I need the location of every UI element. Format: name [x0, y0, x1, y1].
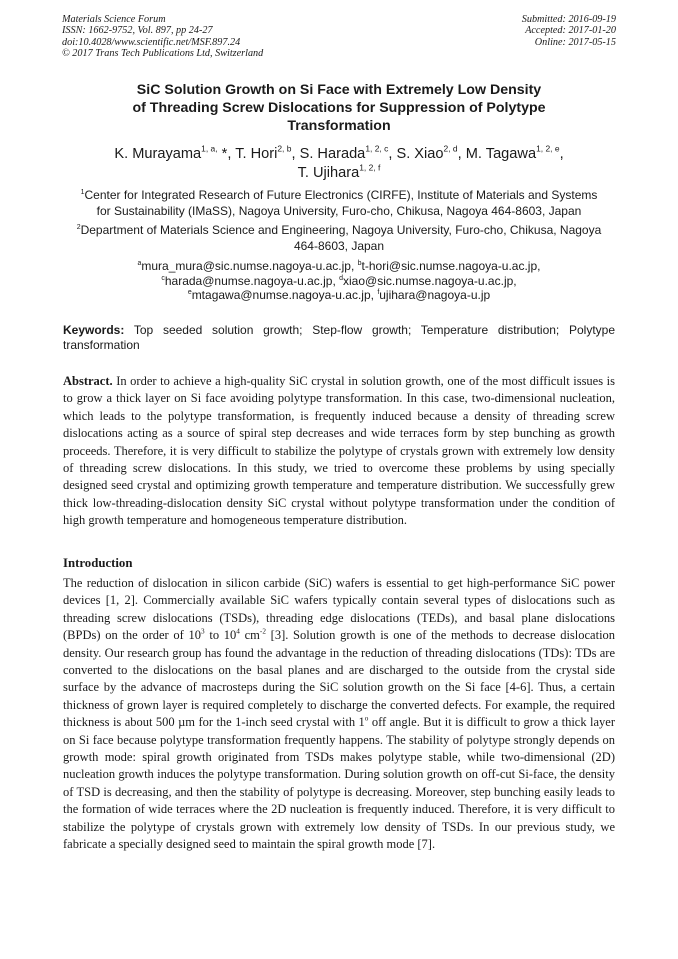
author-suffix: ,	[388, 146, 393, 162]
copyright-line: © 2017 Trans Tech Publications Ltd, Switzerland	[62, 47, 264, 59]
author-suffix: *,	[217, 146, 232, 162]
keywords-text: Top seeded solution growth; Step-flow growth; Temperature distribution; Polytype transformation	[63, 323, 615, 352]
author-affil-mark: 1, 2, e	[536, 143, 560, 154]
author-affil-mark: 1, a,	[201, 143, 218, 154]
author-name: S. Xiao	[396, 146, 444, 162]
email-address[interactable]: ujihara@nagoya-u.jp	[379, 288, 491, 303]
exponent-base: 10	[223, 628, 237, 643]
title-line: SiC Solution Growth on Si Face with Extremely Low Density	[136, 82, 542, 98]
unit: cm	[244, 628, 260, 643]
abstract	[63, 373, 615, 530]
author-line	[62, 164, 616, 183]
author-affil-mark: 2, b	[277, 143, 292, 154]
doi-line[interactable]: doi:10.4028/www.scientific.net/MSF.897.24	[62, 36, 241, 48]
email-key: a	[137, 259, 142, 267]
email-line	[62, 274, 616, 289]
email-line	[62, 288, 616, 303]
exponent: 4	[236, 627, 240, 636]
section-heading-introduction: Introduction	[63, 556, 133, 570]
affiliation-line	[62, 187, 616, 203]
author-affil-mark: 1, 2, c	[365, 143, 389, 154]
affiliation-1	[62, 187, 616, 219]
accepted-date: Accepted: 2017-01-20	[525, 25, 616, 37]
author-name: T. Hori	[235, 146, 278, 162]
intro-word: to	[209, 628, 220, 643]
email-list	[62, 259, 616, 303]
author-name: T. Ujihara	[297, 165, 360, 181]
keywords-label: Keywords:	[63, 323, 125, 337]
author-suffix: ,	[457, 146, 462, 162]
affiliation-line	[62, 222, 616, 238]
intro-text: The reduction of dislocation in silicon carbide (SiC) wafers is essential to get high-performance SiC power devices [1, 2]. Commercially available SiC wafers typically contain several types of dislocations such as threading screw dislocations (TSDs), threading edge dislocations (TEDs), and basal plane dislocations (BPDs) on the order of	[63, 576, 615, 643]
email-key: c	[161, 274, 165, 282]
affiliation-2	[62, 222, 616, 254]
journal-info	[62, 14, 263, 59]
email-address[interactable]: harada@numse.nagoya-u.ac.jp,	[164, 273, 336, 288]
publication-dates	[522, 14, 616, 48]
submitted-date: Submitted: 2016-09-19	[521, 14, 616, 25]
email-address[interactable]: mtagawa@numse.nagoya-u.ac.jp,	[191, 288, 374, 303]
affiliation-number: 1	[80, 188, 85, 196]
author-suffix: ,	[291, 146, 296, 162]
author-name: S. Harada	[299, 146, 366, 162]
affiliation-text: Center for Integrated Research of Future Electronics (CIRFE), Institute of Materials and Systems	[84, 188, 598, 202]
author-line	[62, 145, 616, 164]
intro-text: [3]. Solution growth is one of the methods to decrease dislocation density. Our research group has found the advantage in the reduction of threading dislocations (TDs): TDs are converted to the dislocations on the basal planes and are discharged to the outside from the crystal side surface by the advance of macrosteps during the SiC solution growth on the Si face [4-6]. Thus, a certain thickness of grown layer is required completely to discharge the converted defects. For example, the required thickness is about 500 µm for the 1-inch seed crystal with 1	[63, 628, 616, 730]
abstract-label: Abstract.	[63, 374, 113, 388]
email-address[interactable]: mura_mura@sic.numse.nagoya-u.ac.jp,	[141, 259, 355, 273]
online-date: Online: 2017-05-15	[534, 36, 616, 48]
email-line	[62, 259, 616, 274]
email-key: e	[187, 289, 192, 297]
author-name: K. Murayama	[114, 146, 202, 162]
degree-mark: o	[364, 714, 369, 723]
unit-exponent: -2	[259, 627, 266, 636]
journal-name: Materials Science Forum	[62, 14, 166, 25]
author-name: M. Tagawa	[465, 146, 537, 162]
author-affil-mark: 2, d	[443, 143, 458, 154]
affiliation-line: 464-8603, Japan	[293, 239, 385, 253]
title-line: of Threading Screw Dislocations for Suppression of Polytype	[132, 100, 546, 116]
paper-title	[70, 81, 608, 135]
exponent: 3	[201, 627, 205, 636]
introduction-body	[63, 575, 615, 854]
title-line: Transformation	[287, 118, 391, 134]
intro-text: off angle. But it is difficult to grow a thick layer on Si face because polytype transformation frequently happens. The stability of polytype strongly depends on growth mode: spiral growth originated from TSDs makes polytype stable, while two-dimensional (2D) nucleation growth induces the polytype transformation. During solution growth on off-cut Si-face, the density of TSD is decreasing, and then the stability of polytype is decreasing. Moreover, step bunching easily leads to the formation of wide terraces where the 2D nucleation is frequently induced. Therefore, it is very difficult to stabilize the polytype of crystals grown with extremely low density of TSDs. In our previous study, we fabricate a specially designed seed to maintain the spiral growth mode [7].	[63, 715, 615, 852]
issn-line: ISSN: 1662-9752, Vol. 897, pp 24-27	[62, 25, 213, 37]
email-key: f	[377, 289, 380, 297]
email-key: d	[339, 274, 344, 282]
keywords	[63, 323, 615, 352]
author-affil-mark: 1, 2, f	[359, 162, 381, 173]
email-key: b	[357, 259, 362, 267]
affiliation-number: 2	[76, 223, 81, 231]
email-address[interactable]: t-hori@sic.numse.nagoya-u.ac.jp,	[361, 259, 541, 273]
author-list	[62, 145, 616, 183]
email-address[interactable]: xiao@sic.numse.nagoya-u.ac.jp,	[343, 273, 517, 288]
affiliation-line: for Sustainability (IMaSS), Nagoya University, Furo-cho, Chikusa, Nagoya 464-8603, Japan	[96, 204, 582, 218]
affiliation-text: Department of Materials Science and Engineering, Nagoya University, Furo-cho, Chikusa, Nagoya	[80, 223, 602, 237]
abstract-text: In order to achieve a high-quality SiC crystal in solution growth, one of the most difficult issues is to grow a thick layer on Si face avoiding polytype transformation. In this case, two-dimensional nucleation, which leads to the polytype transformation, is frequently induced because a density of threading screw dislocations acting as a source of spiral step decreases and wide terraces form by step bunching as growth proceeds. Therefore, it is very difficult to stabilize the polytype of crystals grown with extremely low density of threading screw dislocations. In this study, we tried to overcome these problems by using specially designed seed crystal and optimizing growth temperature and temperature distribution. We successfully grew thick low-threading-dislocation density SiC crystal without polytype transformation under the condition of high growth temperature and homogeneous temperature distribution.	[63, 374, 615, 528]
author-suffix: ,	[559, 146, 564, 162]
exponent-base: 10	[188, 628, 202, 643]
